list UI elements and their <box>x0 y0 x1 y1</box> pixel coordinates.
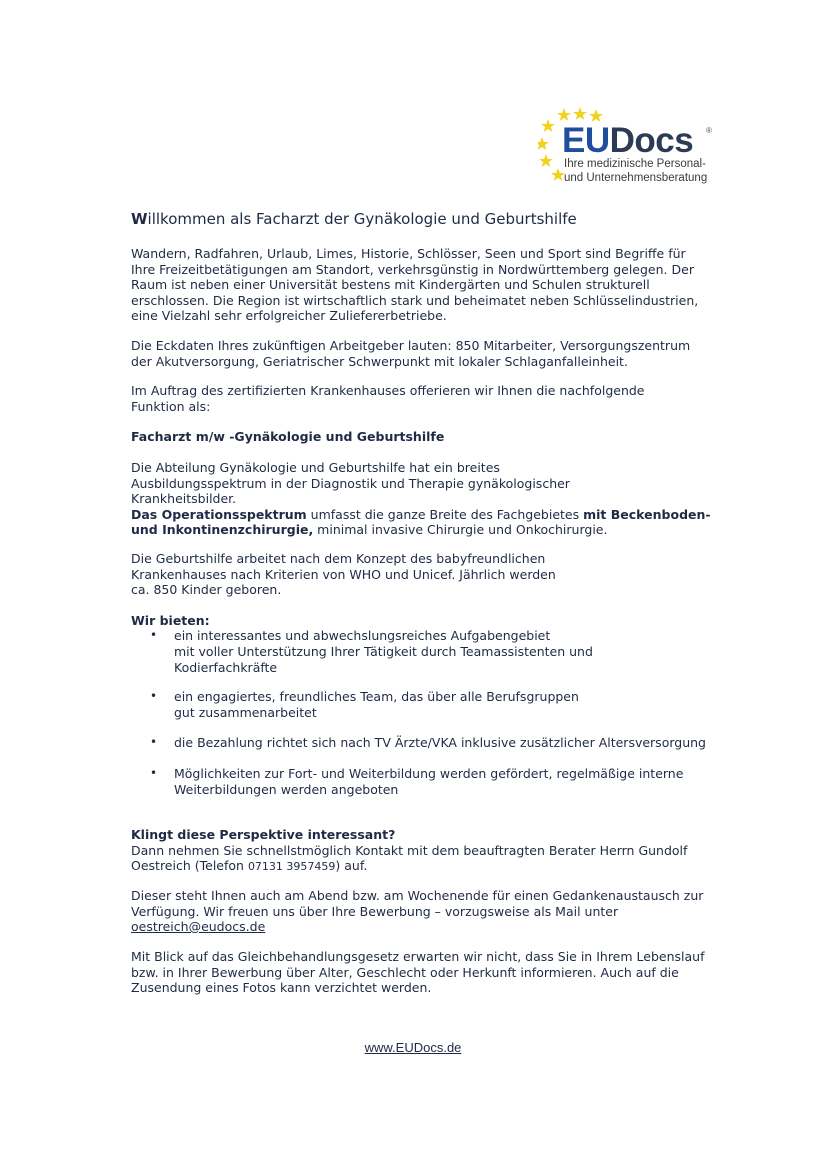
document-page: EUDocs ® Ihre medizinische Personal- und Unternehmensberatung Willkommen als Facharzt der Gynäkologie und Geburtshilfe Wandern, Radfahren, Urlaub, Limes, Historie, Schlösser, Seen und Sport sind Begriffe für Ihre Freizeitbetätigungen am Standort, verkehrsgünstig in Nordwürttemberg gelegen. Der Raum ist neben einer Universität bestens mit Kindergärten und Schulen strukturell erschlossen. Die Region ist wirtschaftlich stark und beheimatet neben Schlüsselindustrien, eine Vielzahl sehr erfolgreicher Zuliefererbetriebe. Die Eckdaten Ihres zukünftigen Arbeitgeber lauten: 850 Mitarbeiter, Versorgungszentrum der Akutversorgung, Geriatrischer Schwerpunkt mit lokaler Schlaganfalleinheit. Im Auftrag des zertifizierten Krankenhauses offerieren wir Ihnen die nachfolgende Funktion als: Facharzt m/w -Gynäkologie und Geburtshilfe Die Abteilung Gynäkologie und Geburtshilfe hat ein breites Ausbildungsspektrum in der Diagnostik und Therapie gynäkologischer Krankheitsbilder. Das Operationsspektrum umfasst die ganze Breite des Fachgebietes mit Beckenboden- und Inkontinenzchirurgie, minimal invasive Chirurgie und Onkochirurgie. Die Geburtshilfe arbeitet nach dem Konzept des babyfreundlichen Krankenhauses nach Kriterien von WHO und Unicef. Jährlich werden ca. 850 Kinder geboren. Wir bieten: • ein interessantes und abwechslungsreiches Aufgabengebiet mit voller Unterstützung Ihrer Tätigkeit durch Teamassistenten und Kodierfachkräfte • ein engagiertes, freundliches Team, das über alle Berufsgruppen gut zusammenarbeitet • die Bezahlung richtet sich nach TV Ärzte/VKA inklusive zusätzlicher Altersversorgung • Möglichkeiten zur Fort- und Weiterbildung werden gefördert, regelmäßige interne Weiterbildungen werden angeboten Klingt diese Perspektive interessant? Dann nehmen Sie schnellstmöglich Kontakt mit dem beauftragten Berater Herrn Gundolf Oestreich (Telefon 07131 3957459) auf. Dieser steht Ihnen auch am Abend bzw. am Wochenende für einen Gedankenaustausch zur Verfügung. Wir freuen uns über Ihre Bewerbung – vorzugsweise als Mail unter oestreich@eudocs.de Mit Blick auf das Gleichbehandlungsgesetz erwarten wir nicht, dass Sie in Ihrem Lebenslauf bzw. in Ihrer Bewerbung über Alter, Geschlecht oder Herkunft informieren. Auch auf die Zusendung eines Fotos kann verzichtet werden. www.EUDocs.de <box>0 0 826 1169</box>
phone-number: 07131 3957459 <box>247 860 336 873</box>
page-title: Willkommen als Facharzt der Gynäkologie und Geburtshilfe <box>131 210 577 228</box>
position-heading: Facharzt m/w -Gynäkologie und Geburtshilfe <box>131 429 445 444</box>
intro-paragraph: Wandern, Radfahren, Urlaub, Limes, Historie, Schlösser, Seen und Sport sind Begriffe für Ihre Freizeitbetätigungen am Standort, verkehrsgünstig in Nordwürttemberg gelegen. Der Raum ist neben einer Universität bestens mit Kindergärten und Schulen strukturell erschlossen. Die Region ist wirtschaftlich stark und beheimatet neben Schlüsselindustrien, eine Vielzahl sehr erfolgreicher Zuliefererbetriebe. <box>131 246 699 323</box>
geburtshilfe-paragraph: Die Geburtshilfe arbeitet nach dem Konzept des babyfreundlichen Krankenhauses nach Kriterien von WHO und Unicef. Jährlich werden ca. 850 Kinder geboren. <box>131 551 556 597</box>
eudocs-logo <box>538 103 718 191</box>
bullet-icon: • <box>150 628 158 642</box>
bullet-icon: • <box>150 766 158 780</box>
contact-heading: Klingt diese Perspektive interessant? <box>131 827 396 842</box>
logo-wordmark: EUDocs <box>562 121 694 160</box>
abteilung-paragraph: Die Abteilung Gynäkologie und Geburtshilfe hat ein breites Ausbildungsspektrum in der Diagnostik und Therapie gynäkologischer Krankheitsbilder. Das Operationsspektrum umfasst die ganze Breite des Fachgebietes mit Beckenboden- und Inkontinenzchirurgie, minimal invasive Chirurgie und Onkochirurgie. <box>131 460 711 537</box>
contact-paragraph: Klingt diese Perspektive interessant? Dann nehmen Sie schnellstmöglich Kontakt mit dem beauftragten Berater Herrn Gundolf Oestreich (Telefon 07131 3957459) auf. <box>131 827 731 875</box>
bullet-icon: • <box>150 689 158 703</box>
auftrag-paragraph: Im Auftrag des zertifizierten Krankenhauses offerieren wir Ihnen die nachfolgende Funktion als: <box>131 383 645 414</box>
email-link[interactable]: oestreich@eudocs.de <box>131 919 266 934</box>
wir-bieten-heading: Wir bieten: <box>131 613 210 628</box>
availability-paragraph: Dieser steht Ihnen auch am Abend bzw. am Wochenende für einen Gedankenaustausch zur Verfügung. Wir freuen uns über Ihre Bewerbung – vorzugsweise als Mail unter oestreich@eudocs.de <box>131 888 704 934</box>
registered-mark: ® <box>706 126 712 135</box>
logo-tagline: Ihre medizinische Personal- und Unternehmensberatung <box>564 158 708 184</box>
agg-paragraph: Mit Blick auf das Gleichbehandlungsgesetz erwarten wir nicht, dass Sie in Ihrem Lebenslauf bzw. in Ihrer Bewerbung über Alter, Geschlecht oder Herkunft informieren. Auch auf die Zusendung eines Fotos kann verzichtet werden. <box>131 949 705 995</box>
footer <box>0 1040 826 1056</box>
bullet-icon: • <box>150 735 158 749</box>
website-link[interactable]: www.EUDocs.de <box>364 1040 462 1055</box>
eckdaten-paragraph: Die Eckdaten Ihres zukünftigen Arbeitgeber lauten: 850 Mitarbeiter, Versorgungszentrum der Akutversorgung, Geriatrischer Schwerpunkt mit lokaler Schlaganfalleinheit. <box>131 338 691 369</box>
